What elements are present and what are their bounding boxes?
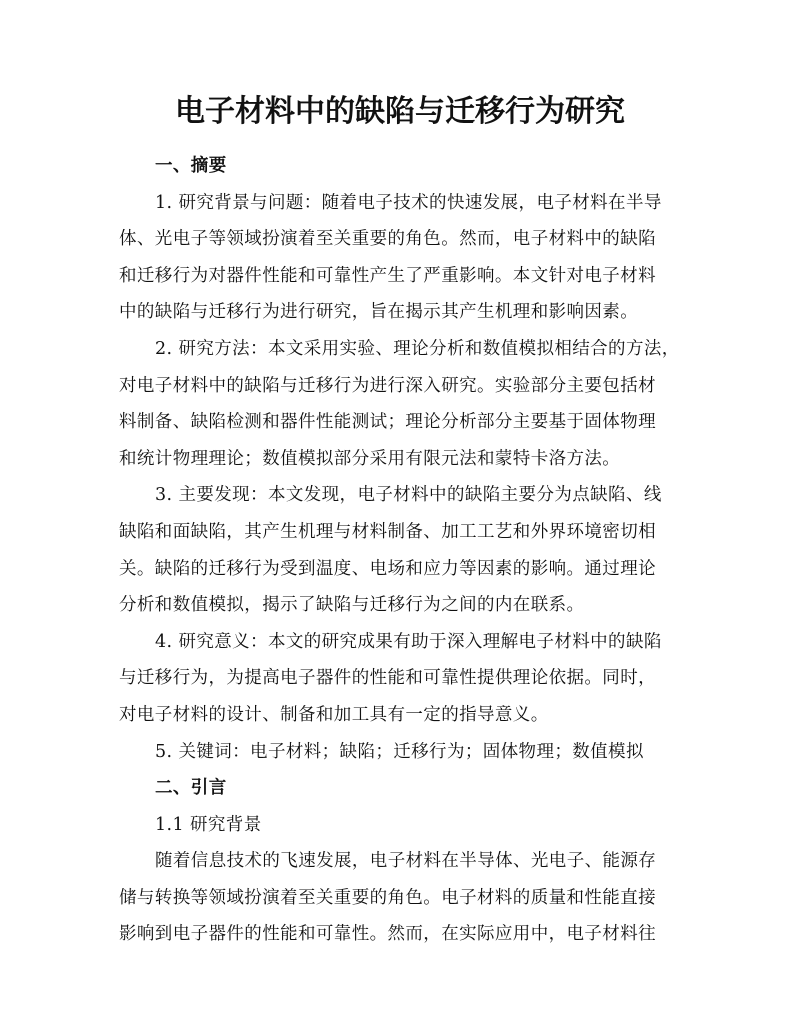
text-line: 4. 研究意义：本文的研究成果有助于深入理解电子材料中的缺陷 <box>155 631 662 652</box>
text-line: 和统计物理理论；数值模拟部分采用有限元法和蒙特卡洛方法。 <box>119 448 621 469</box>
text-line: 料制备、缺陷检测和器件性能测试；理论分析部分主要基于固体物理 <box>119 412 656 433</box>
text-line: 5. 关键词：电子材料；缺陷；迁移行为；固体物理；数值模拟 <box>155 741 644 762</box>
text-line: 对电子材料的设计、制备和加工具有一定的指导意义。 <box>119 704 549 725</box>
text-line: 储与转换等领域扮演着至关重要的角色。电子材料的质量和性能直接 <box>119 887 656 908</box>
document-title: 电子材料中的缺陷与迁移行为研究 <box>175 94 625 129</box>
text-line: 3. 主要发现：本文发现，电子材料中的缺陷主要分为点缺陷、线 <box>155 485 662 506</box>
text-line: 和迁移行为对器件性能和可靠性产生了严重影响。本文针对电子材料 <box>119 265 656 286</box>
text-line: 1. 研究背景与问题：随着电子技术的快速发展，电子材料在半导 <box>155 192 662 213</box>
section-heading: 二、引言 <box>155 778 227 799</box>
section-heading: 一、摘要 <box>155 156 227 176</box>
text-line: 与迁移行为，为提高电子器件的性能和可靠性提供理论依据。同时， <box>119 668 656 689</box>
text-line: 1.1 研究背景 <box>155 814 262 835</box>
text-line: 影响到电子器件的性能和可靠性。然而，在实际应用中，电子材料往 <box>119 924 656 945</box>
text-line: 对电子材料中的缺陷与迁移行为进行深入研究。实验部分主要包括材 <box>119 375 656 396</box>
document-body <box>119 148 684 953</box>
text-line: 分析和数值模拟，揭示了缺陷与迁移行为之间的内在联系。 <box>119 595 585 616</box>
text-line: 随着信息技术的飞速发展，电子材料在半导体、光电子、能源存 <box>155 851 657 872</box>
text-line: 体、光电子等领域扮演着至关重要的角色。然而，电子材料中的缺陷 <box>119 229 656 250</box>
text-line: 缺陷和面缺陷，其产生机理与材料制备、加工工艺和外界环境密切相 <box>119 521 656 542</box>
text-line: 2. 研究方法：本文采用实验、理论分析和数值模拟相结合的方法， <box>155 338 680 359</box>
text-line: 中的缺陷与迁移行为进行研究，旨在揭示其产生机理和影响因素。 <box>119 302 639 323</box>
text-line: 关。缺陷的迁移行为受到温度、电场和应力等因素的影响。通过理论 <box>119 558 656 579</box>
